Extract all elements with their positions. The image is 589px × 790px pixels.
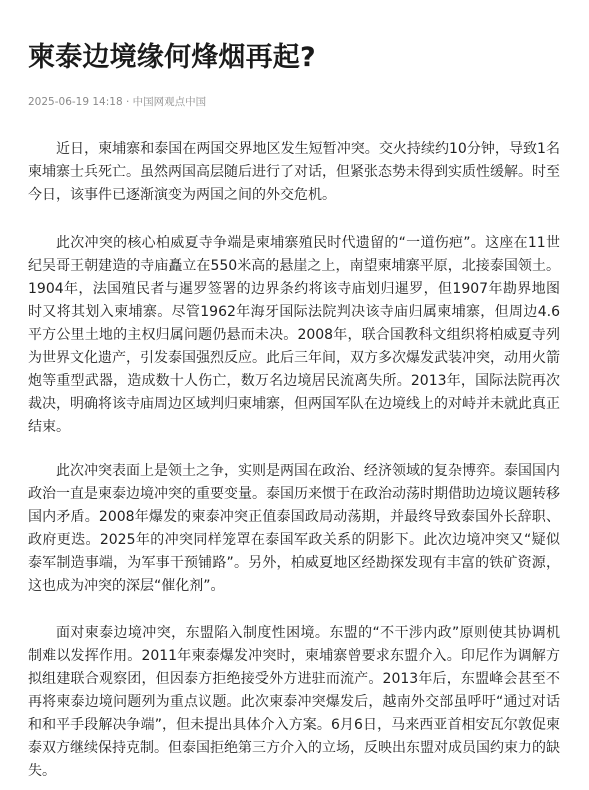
- publish-datetime: 2025-06-19 14:18: [28, 96, 123, 108]
- article-source: 中国网观点中国: [132, 96, 207, 108]
- article-paragraph-2: 此次冲突的核心柏威夏寺争端是柬埔寨殖民时代遗留的“一道伤疤”。这座在11世纪吴哥王朝建造的寺庙矗立在550米高的悬崖之上，南望柬埔寨平原，北接泰国领土。1904年，法国殖民者与暹罗签署的边界条约将该寺庙划归暹罗，但1907年勘界地图时又将其划入柬埔寨。尽管1962年海牙国际法院判决该寺庙归属柬埔寨，但周边4.6平方公里土地的主权归属问题仍悬而未决。2008年，联合国教科文组织将柏威夏寺列为世界文化遗产，引发泰国强烈反应。此后三年间，双方多次爆发武装冲突，动用火箭炮等重型武器，造成数十人伤亡，数万名边境居民流离失所。2013年，国际法院再次裁决，明确将该寺庙周边区域判归柬埔寨，但两国军队在边境线上的对峙并未就此真正结束。: [28, 235, 560, 435]
- article-paragraph-4: 面对柬泰边境冲突，东盟陷入制度性困境。东盟的“不干涉内政”原则使其协调机制难以发挥作用。2011年柬泰爆发冲突时，柬埔寨曾要求东盟介入。印尼作为调解方拟组建联合观察团，但因泰方拒绝接受外方进驻而流产。2013年后，东盟峰会甚至不再将柬泰边境问题列为重点议题。此次柬泰冲突爆发后，越南外交部虽呼吁“通过对话和和平手段解决争端”，但未提出具体介入方案。6月6日，马来西亚首相安瓦尔敦促柬泰双方继续保持克制。但泰国拒绝第三方介入的立场，反映出东盟对成员国约束力的缺失。: [28, 625, 560, 779]
- article-meta: [28, 95, 206, 109]
- meta-separator: ·: [122, 96, 133, 108]
- article-paragraph-1: 近日，柬埔寨和泰国在两国交界地区发生短暂冲突。交火持续约10分钟，导致1名柬埔寨士兵死亡。虽然两国高层随后进行了对话，但紧张态势未得到实质性缓解。时至今日，该事件已逐渐演变为两国之间的外交危机。: [28, 141, 560, 203]
- article-paragraph-3: 此次冲突表面上是领土之争，实则是两国在政治、经济领域的复杂博弈。泰国国内政治一直是柬泰边境冲突的重要变量。泰国历来惯于在政治动荡时期借助边境议题转移国内矛盾。2008年爆发的柬泰冲突正值泰国政局动荡期，并最终导致泰国外长辞职、政府更迭。2025年的冲突同样笼罩在泰国军政关系的阴影下。此次边境冲突又“疑似泰军制造事端，为军事干预铺路”。另外，柏威夏地区经勘探发现有丰富的铁矿资源，这也成为冲突的深层“催化剂”。: [28, 463, 560, 594]
- article-title: 柬泰边境缘何烽烟再起?: [28, 42, 316, 73]
